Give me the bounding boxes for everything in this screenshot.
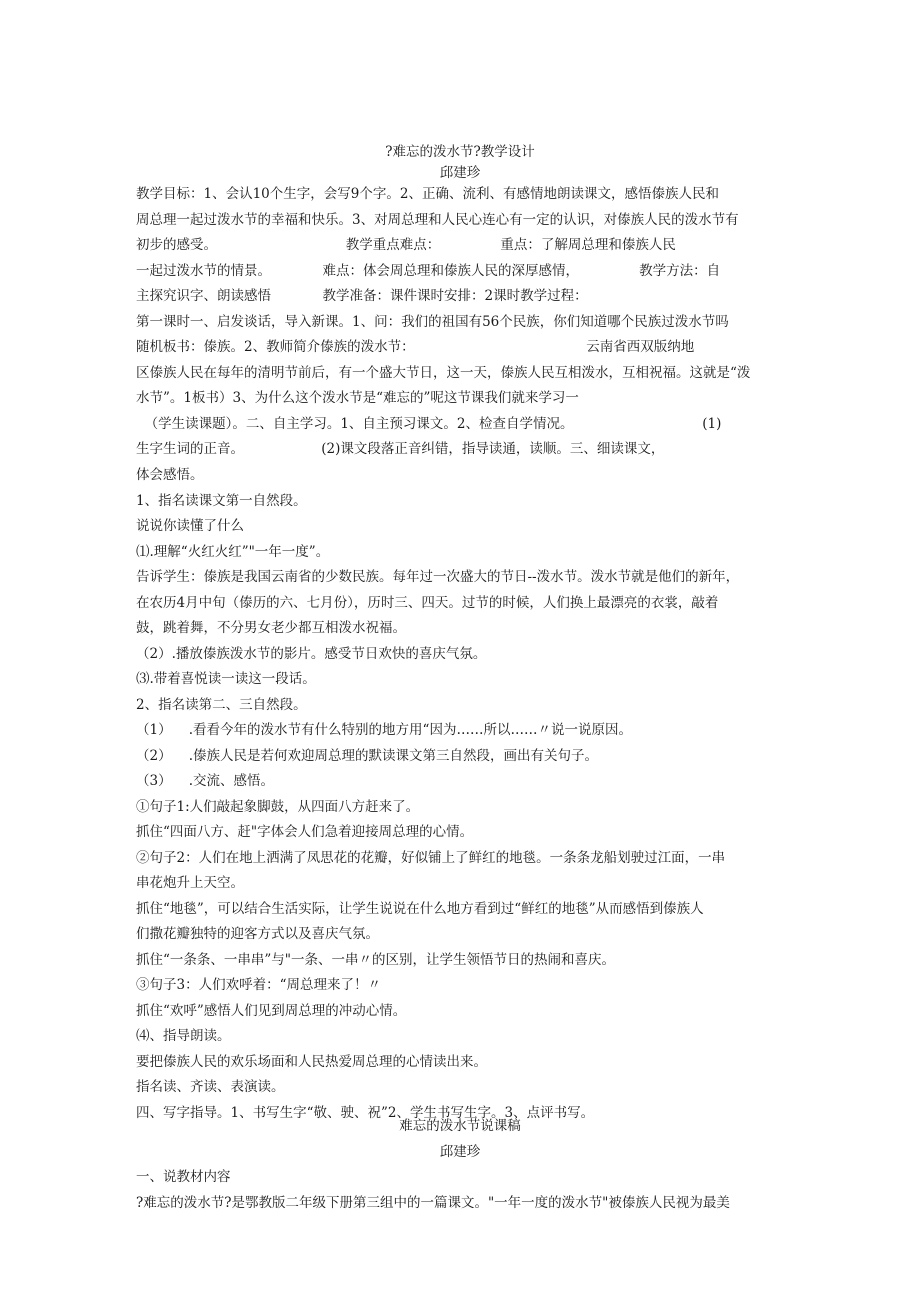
body-line: （2） .傣族人民是若何欢迎周总理的默读课文第三自然段，画出有关句子。 <box>136 748 599 764</box>
body-line: （2）.播放傣族泼水节的影片。感受节日欢快的喜庆气氛。 <box>136 646 487 662</box>
body-line: 在农历4月中旬（傣历的六、七月份），历时三、四天。过节的时候，人们换上最漂亮的衣裳，敲着 <box>136 595 719 611</box>
body-line: 告诉学生：傣族是我国云南省的少数民族。每年过一次盛大的节日--泼水节。泼水节就是他们的新年， <box>136 569 740 585</box>
body-line: 周总理一起过泼水节的幸福和快乐。3、对周总理和人民心连心有一定的认识，对傣族人民的泼水节有 <box>136 212 739 228</box>
body-line: ③句子3：人们欢呼着：“周总理来了！〃 <box>136 977 381 993</box>
body-line: （3） .交流、感悟。 <box>136 773 275 789</box>
body-line: 一起过泼水节的情景。 难点：体会周总理和傣族人民的深厚感情， 教学方法：自 <box>136 263 721 279</box>
second-document-author: 邱建珍 <box>439 1144 481 1160</box>
body-line: 主探究识字、朗读感悟 教学准备：课件课时安排：2课时教学过程： <box>136 288 588 304</box>
body-line: 2、指名读第二、三自然段。 <box>136 697 307 713</box>
body-line: ⑴.理解“火红火红”"一年一度”。 <box>136 544 330 560</box>
body-line: 抓住“欢呼”感悟人们见到周总理的冲动心情。 <box>136 1003 407 1019</box>
body-line: 要把傣族人民的欢乐场面和人民热爱周总理的心情读出来。 <box>136 1054 487 1070</box>
body-line: 说说你读懂了什么 <box>136 518 244 534</box>
body-line: 生字生词的正音。 (2)课文段落正音纠错，指导读通，读顺。三、细读课文， <box>136 441 665 457</box>
body-line: 四、写字指导。1、书写生字“敬、驶、祝”2、学生书写生字。3、点评书写。 <box>136 1105 595 1121</box>
body-line: 1、指名读课文第一自然段。 <box>136 493 307 509</box>
second-document-title: 难忘的泼水节说课稿 <box>399 1118 521 1134</box>
body-line: ⑷、指导朗读。 <box>136 1028 231 1044</box>
section-heading: 一、说教材内容 <box>136 1169 231 1185</box>
body-line: 指名读、齐读、表演读。 <box>136 1079 285 1095</box>
body-line: 教学目标：1、会认10个生字，会写9个字。2、正确、流利、有感情地朗读课文，感悟傣族人民和 <box>136 186 719 202</box>
document-title: ?难忘的泼水节?教学设计 <box>385 144 535 160</box>
body-line: 水节”。1板书）3、为什么这个泼水节是“难忘的”呢这节课我们就来学习一 <box>136 390 579 406</box>
body-line: 抓住“四面八方、赶"字体会人们急着迎接周总理的心情。 <box>136 824 474 840</box>
body-line: ②句子2：人们在地上洒满了凤思花的花瓣，好似铺上了鲜红的地毯。一条条龙船划驶过江面，一串 <box>136 850 726 866</box>
body-line: ⑶.带着喜悦读一读这一段话。 <box>136 671 316 687</box>
body-line: 抓住“地毯”，可以结合生活实际，让学生说说在什么地方看到过“鲜红的地毯”从而感悟到傣族人 <box>136 901 704 917</box>
body-line: 体会感悟。 <box>136 467 204 483</box>
body-line: 初步的感受。 教学重点难点： 重点：了解周总理和傣族人民 <box>136 237 676 253</box>
body-line: （学生读课题）。二、自主学习。1、自主预习课文。2、检查自学情况。 (1) <box>136 416 722 432</box>
document-author: 邱建珍 <box>439 165 481 181</box>
body-line: 抓住“一条条、一串串”与"一条、一串〃的区别，让学生领悟节日的热闹和喜庆。 <box>136 952 616 968</box>
body-line: 区傣族人民在每年的清明节前后，有一个盛大节日，这一天，傣族人民互相泼水，互相祝福。这就是“泼 <box>136 365 751 381</box>
body-line: 们撒花瓣独特的迎客方式以及喜庆气氛。 <box>136 926 379 942</box>
body-line: （1） .看看今年的泼水节有什么特别的地方用“因为……所以……〃说一说原因。 <box>136 722 632 738</box>
body-line: 鼓，跳着舞，不分男女老少都互相泼水祝福。 <box>136 620 406 636</box>
body-line: 串花炮升上天空。 <box>136 875 244 891</box>
body-line: 随机板书：傣族。2、教师简介傣族的泼水节： 云南省西双版纳地 <box>136 339 695 355</box>
body-line: ①句子1:人们敲起象脚鼓，从四面八方赶来了。 <box>136 799 420 815</box>
body-line: 第一课时一、启发谈话，导入新课。1、问：我们的祖国有56个民族，你们知道哪个民族过泼水节吗 <box>136 314 729 330</box>
section-paragraph-line: ?难忘的泼水节?是鄂教版二年级下册第三组中的一篇课文。"一年一度的泼水节"被傣族人民视为最美 <box>136 1195 730 1211</box>
